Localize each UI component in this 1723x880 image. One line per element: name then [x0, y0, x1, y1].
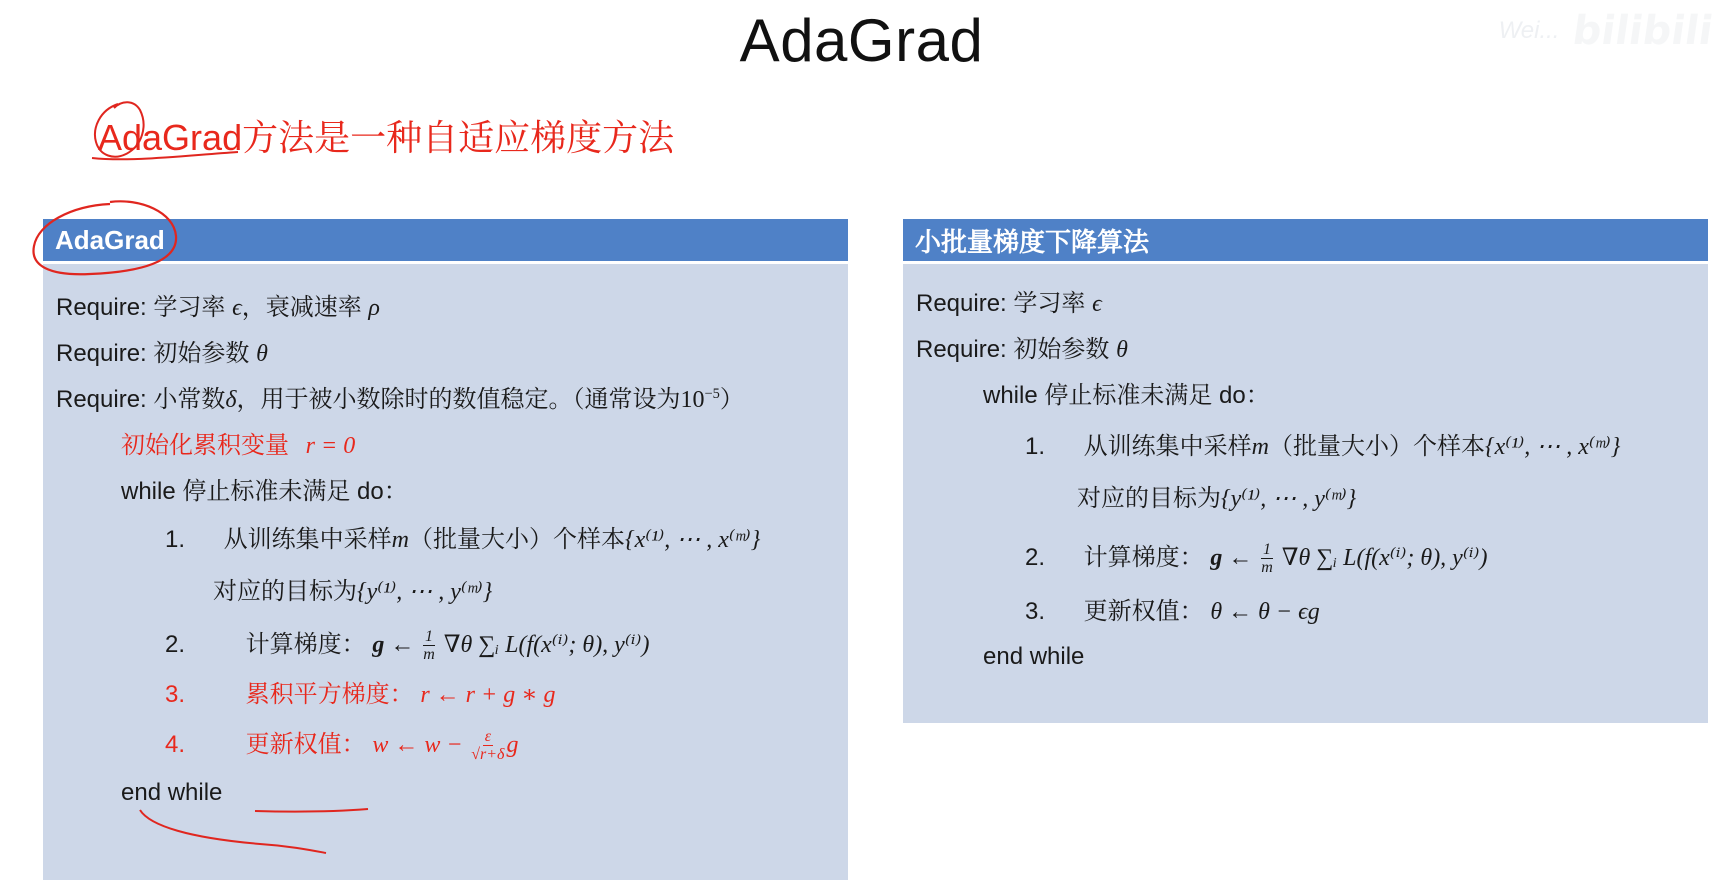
step4-expr-a: w ← w −: [372, 732, 463, 758]
end-while: end while: [121, 779, 223, 806]
require-lr-label: Require: 学习率: [56, 294, 226, 321]
step1-sample-set: {x⁽¹⁾, ⋯ , x⁽ᵐ⁾}: [625, 527, 761, 553]
rho-symbol: ρ: [368, 295, 380, 321]
epsilon-symbol: ϵ: [1092, 291, 1102, 317]
step1-text-a: 从训练集中采样: [1083, 433, 1252, 460]
require-delta-label: Require: 小常数: [56, 386, 226, 413]
step3-number: 3.: [1025, 598, 1046, 625]
step4-frac-numerator: ε: [484, 728, 492, 746]
step3-expr: θ ← θ − ϵg: [1210, 599, 1320, 625]
theta-symbol: θ: [256, 341, 268, 367]
frac-denominator: m: [1261, 559, 1273, 577]
step2-fraction: [1261, 541, 1273, 576]
theta-symbol: θ: [1116, 337, 1128, 363]
page-title: AdaGrad: [739, 7, 984, 74]
panel-header: 小批量梯度下降算法: [903, 219, 1708, 264]
step1-line: [165, 519, 760, 554]
init-label: 初始化累积变量: [121, 432, 289, 459]
require-delta-desc: ，用于被小数除时的数值稳定。（通常设为: [236, 386, 681, 413]
step2-expr-b: ∇θ ∑ᵢ L(f(x⁽ⁱ⁾; θ), y⁽ⁱ⁾): [443, 632, 650, 658]
delta-value: 10: [680, 387, 705, 413]
init-expression: r = 0: [305, 433, 356, 459]
init-accumulator: [121, 425, 355, 460]
require-params: [56, 333, 268, 368]
step1-text-c: 对应的目标为: [1077, 485, 1221, 512]
step4-label: 更新权值：: [245, 731, 366, 758]
require-delta: [56, 379, 744, 414]
step1-text-b: （批量大小）个样本: [1269, 433, 1486, 460]
require-learning-rate: [916, 283, 1102, 318]
require-params: [916, 329, 1128, 364]
step1-text-a: 从训练集中采样: [223, 526, 392, 553]
step2-expr-b: ∇θ ∑ᵢ L(f(x⁽ⁱ⁾; θ), y⁽ⁱ⁾): [1281, 545, 1488, 571]
while-line: while 停止标准未满足 do：: [983, 382, 1270, 409]
subtitle: AdaGrad方法是一种自适应梯度方法: [98, 117, 675, 158]
step1-line: [1025, 426, 1620, 461]
step2-line: [1025, 537, 1487, 576]
watermark: [1498, 8, 1717, 54]
step3-label: 累积平方梯度：: [245, 681, 414, 708]
step3-line: [165, 674, 556, 709]
end-while: end while: [983, 643, 1085, 670]
require-learning-rate: [56, 287, 380, 322]
frac-numerator: 1: [1263, 541, 1272, 559]
require-lr-label: Require: 学习率: [916, 290, 1086, 317]
adagrad-algorithm-panel: [43, 219, 848, 880]
frac-numerator: 1: [425, 628, 434, 646]
step2-expr-a: g ←: [372, 632, 415, 658]
delta-exponent: −5: [704, 386, 720, 402]
bilibili-logo-icon: bilibili: [1570, 8, 1717, 54]
step2-line: [165, 624, 649, 663]
step1-target-set: {y⁽¹⁾, ⋯ , y⁽ᵐ⁾}: [1221, 486, 1357, 512]
step4-expr-b: g: [506, 732, 519, 758]
step1-targets: [1077, 478, 1356, 513]
step4-number: 4.: [165, 731, 186, 758]
step4-fraction: [471, 728, 504, 763]
step4-frac-denominator: √r+δ: [471, 746, 505, 764]
step3-number: 3.: [165, 681, 186, 708]
watermark-text: Wei...: [1498, 17, 1560, 44]
step2-fraction: [423, 628, 435, 663]
step3-line: [1025, 591, 1320, 626]
delta-symbol: δ: [225, 387, 237, 413]
step1-text-c: 对应的目标为: [213, 578, 357, 605]
step2-number: 2.: [1025, 544, 1046, 571]
step1-m: m: [1251, 434, 1270, 460]
step1-sample-set: {x⁽¹⁾, ⋯ , x⁽ᵐ⁾}: [1485, 434, 1621, 460]
require-params-label: Require: 初始参数: [56, 340, 250, 367]
step1-targets: [213, 571, 492, 606]
step1-number: 1.: [165, 526, 186, 553]
step2-label: 计算梯度：: [1083, 544, 1204, 571]
step3-expr: r ← r + g ∗ g: [420, 682, 556, 708]
step4-line: [165, 724, 518, 763]
while-line: while 停止标准未满足 do：: [121, 478, 408, 505]
minibatch-sgd-panel: [903, 219, 1708, 723]
require-params-label: Require: 初始参数: [916, 336, 1110, 363]
step1-number: 1.: [1025, 433, 1046, 460]
decay-label: ，衰减速率: [241, 294, 362, 321]
epsilon-symbol: ϵ: [232, 295, 242, 321]
step3-label: 更新权值：: [1083, 598, 1204, 625]
step2-expr-a: g ←: [1210, 545, 1253, 571]
require-delta-close: ）: [719, 386, 744, 413]
panel-header: AdaGrad: [43, 219, 848, 264]
step1-text-b: （批量大小）个样本: [409, 526, 626, 553]
step1-m: m: [391, 527, 410, 553]
step2-number: 2.: [165, 631, 186, 658]
frac-denominator: m: [423, 646, 435, 664]
step2-label: 计算梯度：: [245, 631, 366, 658]
step1-target-set: {y⁽¹⁾, ⋯ , y⁽ᵐ⁾}: [357, 579, 493, 605]
